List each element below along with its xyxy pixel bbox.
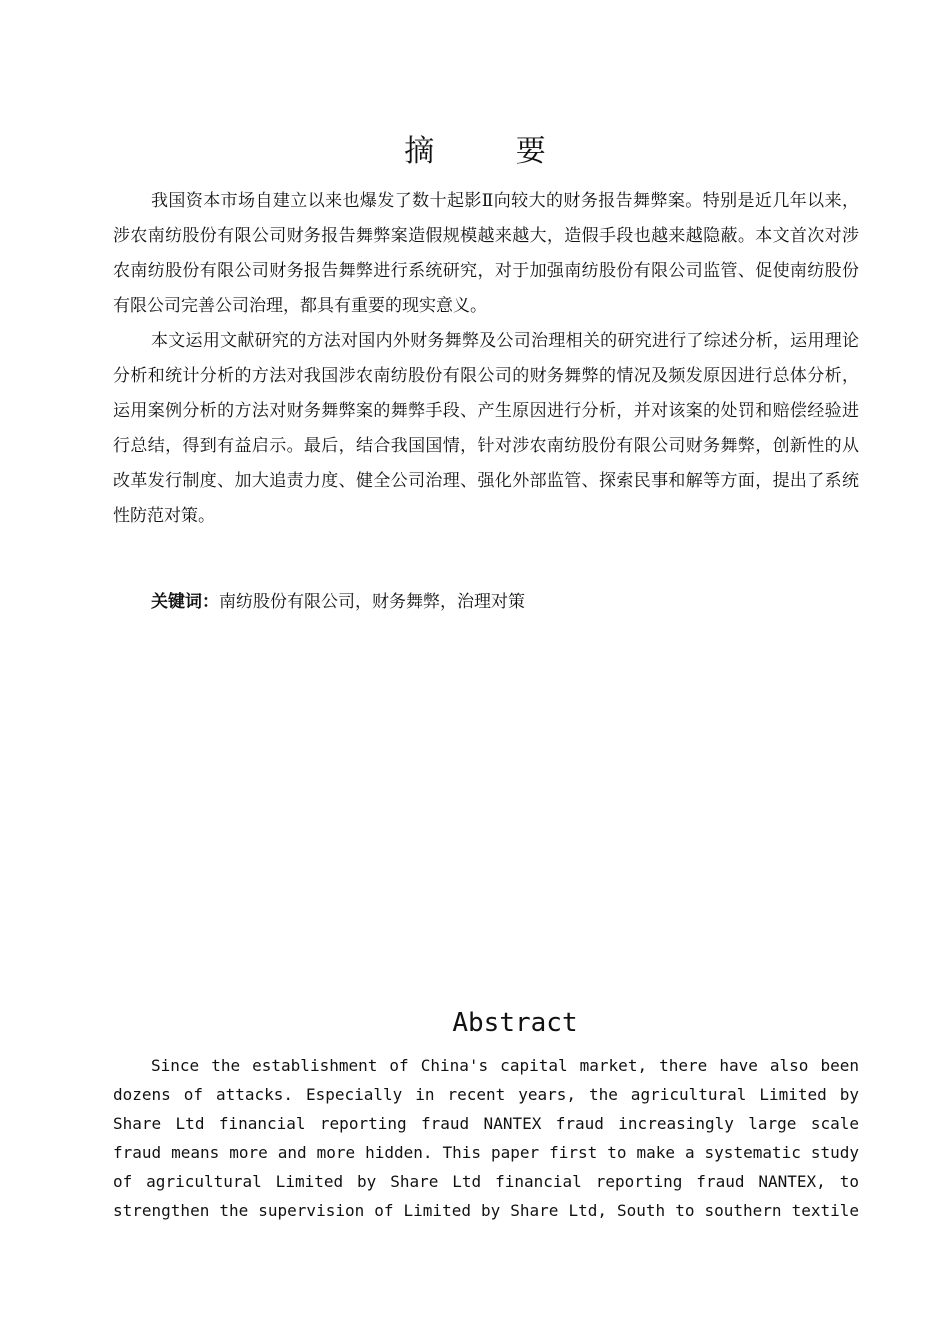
keywords-label: 关键词： xyxy=(151,592,219,612)
chinese-abstract-body xyxy=(113,184,859,534)
english-abstract-body xyxy=(113,1051,859,1225)
english-abstract-paragraph: Since the establishment of China's capital market, there have also been dozens of attacks. Especially in recent years, the agricultural Limited by Share Ltd financial reporting fraud NANTEX fraud increasingly large scale fraud means more and more hidden. This paper first to make a systematic study of agricultural Limited by Share Ltd financial reporting fraud NANTEX, to strengthen the supervision of Limited by Share Ltd, South to southern textile xyxy=(113,1056,859,1220)
english-abstract-title: Abstract xyxy=(452,1008,578,1038)
chinese-abstract-paragraph-2: 本文运用文献研究的方法对国内外财务舞弊及公司治理相关的研究进行了综述分析，运用理论分析和统计分析的方法对我国涉农南纺股份有限公司的财务舞弊的情况及频发原因进行总体分析，运用案例分析的方法对财务舞弊案的舞弊手段、产生原因进行分析，并对该案的处罚和赔偿经验进行总结，得到有益启示。最后，结合我国国情，针对涉农南纺股份有限公司财务舞弊，创新性的从改革发行制度、加大追责力度、健全公司治理、强化外部监管、探索民事和解等方面，提出了系统性防范对策。 xyxy=(113,331,859,526)
keywords-text: 南纺股份有限公司，财务舞弊，治理对策 xyxy=(219,592,525,612)
chinese-keywords xyxy=(151,585,871,620)
chinese-abstract-paragraph-1: 我国资本市场自建立以来也爆发了数十起影Ⅱ向较大的财务报告舞弊案。特别是近几年以来，涉农南纺股份有限公司财务报告舞弊案造假规模越来越大，造假手段也越来越隐蔽。本文首次对涉农南纺股份有限公司财务报告舞弊进行系统研究，对于加强南纺股份有限公司监管、促使南纺股份有限公司完善公司治理，都具有重要的现实意义。 xyxy=(113,191,859,316)
chinese-abstract-title: 摘 要 xyxy=(404,134,582,169)
